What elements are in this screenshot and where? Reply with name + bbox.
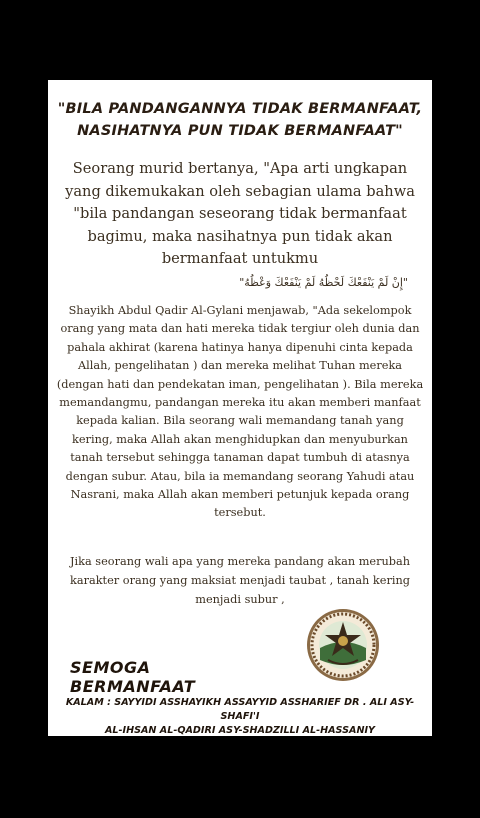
author-credit [48, 696, 432, 738]
quote-card [48, 80, 432, 736]
title-line-2: NASIHATNYA PUN TIDAK BERMANFAAT" [77, 123, 403, 139]
arabic-quote: "إِنْ لَمْ يَنْفَعْكَ لَحْظُهُ لَمْ يَنْفَعْكَ وَعْظُهُ" [239, 276, 408, 289]
credit-line-2: AL-IHSAN AL-QADIRI ASY-SHADZILLI AL-HASSANIY [104, 725, 375, 736]
emblem-seal-icon [306, 608, 380, 682]
title-line-1: "BILA PANDANGANNYA TIDAK BERMANFAAT, [57, 101, 423, 117]
credit-line-1: KALAM : SAYYIDI ASSHAYIKH ASSAYYID ASSHARIEF DR . ALI ASY-SHAFI'I [65, 697, 415, 722]
closing-paragraph: Jika seorang wali apa yang mereka pandang akan merubah karakter orang yang maksiat menjadi taubat , tanah kering menjadi subur , [69, 555, 411, 606]
semoga-heading: SEMOGA BERMANFAAT [70, 658, 196, 696]
question-paragraph: Seorang murid bertanya, "Apa arti ungkapan yang dikemukakan oleh sebagian ulama bahwa "bila pandangan seseorang tidak bermanfaat bagimu, maka nasihatnya pun tidak akan bermanfaat untukmu [65, 160, 415, 267]
answer-paragraph: Shayikh Abdul Qadir Al-Gylani menjawab, "Ada sekelompok orang yang mata dan hati mereka tidak tergiur oleh dunia dan pahala akhirat (karena hatinya hanya dipenuhi cinta kepada Allah, pengelihatan ) dan mereka melihat Tuhan mereka (dengan hati dan pendekatan iman, pengelihatan ). Bila mereka memandangmu, pandangan mereka itu akan memberi manfaat kepada kalian. Bila seorang wali memandang tanah yang kering, maka Allah akan menghidupkan dan menyuburkan tanah tersebut sehingga tanaman dapat tumbuh di atasnya dengan subur. Atau, bila ia memandang seorang Yahudi atau Nasrani, maka Allah akan memberi petunjuk kepada orang tersebut. [56, 304, 424, 520]
card-title [48, 98, 432, 142]
